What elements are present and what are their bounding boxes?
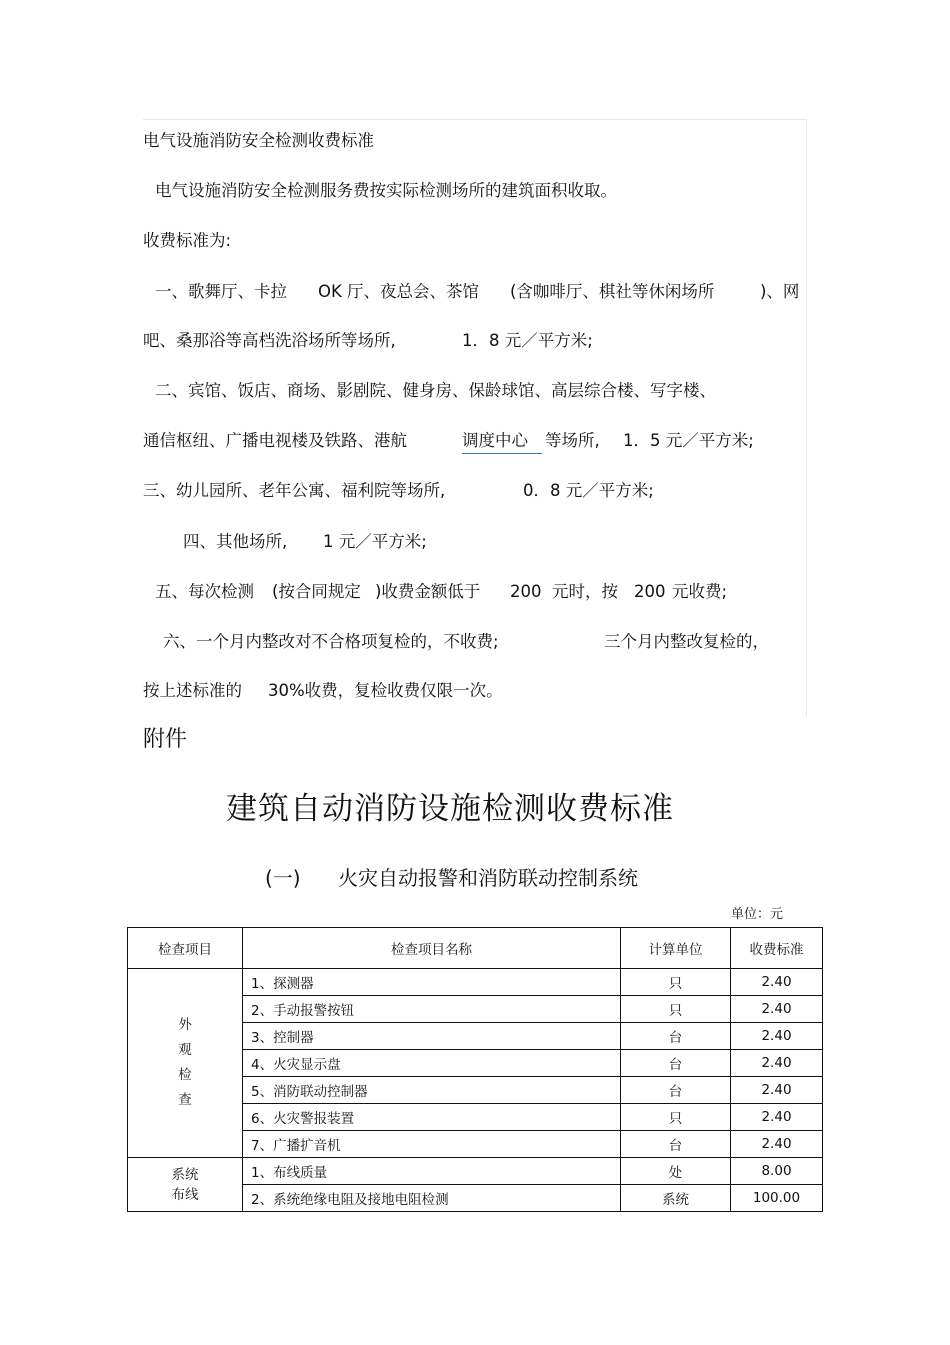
dispatch-center-link[interactable]: 调度中心 <box>462 431 542 454</box>
header-cell: 收费标准 <box>731 928 823 969</box>
item-5 <box>0 582 950 604</box>
doc-title: 电气设施消防安全检测收费标准 <box>143 131 374 150</box>
label-char: 观 <box>178 1042 192 1058</box>
item-2-line-1: 二、宾馆、饭店、商场、影剧院、健身房、保龄球馆、高层综合楼、写字楼、 <box>155 381 716 400</box>
item-1-line-2 <box>0 331 950 353</box>
text: 200 <box>510 582 542 601</box>
text: (按合同规定 <box>272 582 361 601</box>
item-unit: 台 <box>621 1131 731 1158</box>
item-unit: 系统 <box>621 1185 731 1212</box>
text: 通信枢纽、广播电视楼及铁路、港航 <box>143 431 407 450</box>
text: 元收费; <box>672 582 728 601</box>
text: 三、幼儿园所、老年公寓、福利院等场所, <box>143 481 446 500</box>
text: 一、歌舞厅、卡拉 <box>155 282 287 301</box>
item-fee: 2.40 <box>731 1131 823 1158</box>
item-name: 2、手动报警按钮 <box>243 996 621 1023</box>
item-name: 1、布线质量 <box>243 1158 621 1185</box>
main-title: 建筑自动消防设施检测收费标准 <box>226 791 674 827</box>
item-6-line-2 <box>0 681 950 703</box>
group-label-appearance <box>128 969 243 1158</box>
text: 五、每次检测 <box>155 582 254 601</box>
text: 元时，按 <box>552 582 618 601</box>
label-char: 查 <box>178 1092 192 1108</box>
item-fee: 100.00 <box>731 1185 823 1212</box>
item-4 <box>0 532 950 554</box>
text: 三个月内整改复检的， <box>604 632 769 651</box>
item-unit: 台 <box>621 1023 731 1050</box>
label-line: 布线 <box>171 1186 199 1203</box>
text: )、网 <box>760 282 800 301</box>
item-name: 3、控制器 <box>243 1023 621 1050</box>
text: 等场所, <box>545 431 600 450</box>
item-name: 1、探测器 <box>243 969 621 996</box>
header-cell: 计算单位 <box>621 928 731 969</box>
table-row <box>128 1158 823 1185</box>
text: 吧、桑那浴等高档洗浴场所等场所, <box>143 331 396 350</box>
group-label-wiring <box>128 1158 243 1212</box>
standard-label: 收费标准为: <box>143 231 232 250</box>
item-1-line-1 <box>0 282 950 304</box>
item-unit: 只 <box>621 1104 731 1131</box>
header-cell: 检查项目名称 <box>243 928 621 969</box>
text: (含咖啡厅、棋社等休闲场所 <box>510 282 715 301</box>
table-row <box>128 969 823 996</box>
table-header-row <box>128 928 823 969</box>
item-name: 2、系统绝缘电阻及接地电阻检测 <box>243 1185 621 1212</box>
text: 按上述标准的 <box>143 681 242 700</box>
attachment-label: 附件 <box>143 727 188 752</box>
text: 30%收费，复检收费仅限一次。 <box>268 681 503 700</box>
item-fee: 8.00 <box>731 1158 823 1185</box>
text: )收费金额低于 <box>375 582 481 601</box>
notice-box <box>143 119 807 716</box>
section-title: 火灾自动报警和消防联动控制系统 <box>338 866 638 890</box>
item-fee: 2.40 <box>731 1050 823 1077</box>
item-2-line-2 <box>0 431 950 455</box>
text: 0．8 元／平方米; <box>523 481 654 500</box>
text: 200 <box>634 582 666 601</box>
item-unit: 只 <box>621 969 731 996</box>
section-number: (一) <box>265 866 301 890</box>
text: 1．5 元／平方米; <box>623 431 754 450</box>
text: 1．8 元／平方米; <box>462 331 593 350</box>
item-name: 6、火灾警报装置 <box>243 1104 621 1131</box>
text: OK 厅、夜总会、茶馆 <box>318 282 480 301</box>
item-fee: 2.40 <box>731 1023 823 1050</box>
item-6-line-1 <box>0 632 950 654</box>
item-name: 5、消防联动控制器 <box>243 1077 621 1104</box>
item-fee: 2.40 <box>731 1077 823 1104</box>
item-fee: 2.40 <box>731 969 823 996</box>
item-3 <box>0 481 950 503</box>
text: 四、其他场所, <box>183 532 288 551</box>
item-name: 4、火灾显示盘 <box>243 1050 621 1077</box>
unit-note: 单位：元 <box>731 907 784 922</box>
item-name: 7、广播扩音机 <box>243 1131 621 1158</box>
text: 1 元／平方米; <box>323 532 427 551</box>
item-unit: 台 <box>621 1050 731 1077</box>
item-unit: 只 <box>621 996 731 1023</box>
fee-table <box>127 927 823 1212</box>
text: 六、一个月内整改对不合格项复检的，不收费; <box>163 632 499 651</box>
label-line: 系统 <box>171 1166 199 1183</box>
label-char: 检 <box>178 1067 192 1083</box>
header-cell: 检查项目 <box>128 928 243 969</box>
item-unit: 台 <box>621 1077 731 1104</box>
intro-paragraph: 电气设施消防安全检测服务费按实际检测场所的建筑面积收取。 <box>155 181 617 200</box>
label-char: 外 <box>178 1017 192 1033</box>
item-unit: 处 <box>621 1158 731 1185</box>
item-fee: 2.40 <box>731 1104 823 1131</box>
item-fee: 2.40 <box>731 996 823 1023</box>
